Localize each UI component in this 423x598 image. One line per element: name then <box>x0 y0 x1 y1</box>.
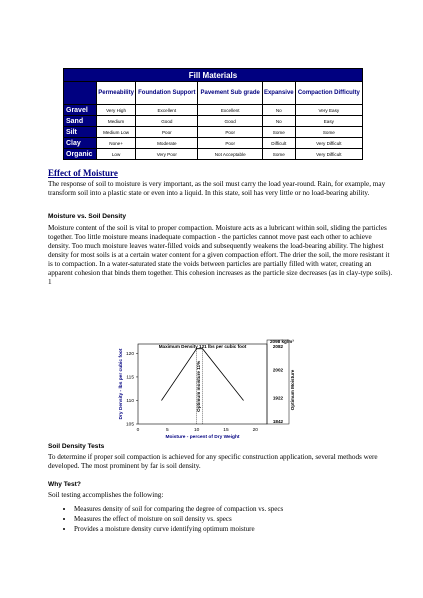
col-header: Foundation Support <box>136 82 198 105</box>
density-paragraph: Moisture content of the soil is vital to proper compaction. Moisture acts as a lubricant within soil, sliding the particles together. Too little moisture means inadequate compaction - the particles cannot move past each other to achieve density. Too much moisture leaves water-filled voids and subsequently weakens the load-bearing ability. The highest density for most soils is at a certain water content for a given compaction effort. The drier the soil, the more resistant it is to compaction. In a water-saturated state the voids between particles are partially filled with water, creating an apparent cohesion that binds them together. This cohesion increases as the particle size decreases (as in clay-type soils). 1 <box>48 224 393 286</box>
table-cell: Very Poor <box>136 149 198 160</box>
y-tick-label: 120 <box>125 352 134 358</box>
list-item: • Measures density of soil for comparing the degree of compaction vs. specs <box>74 504 394 514</box>
density-heading: Moisture vs. Soil Density <box>48 213 127 220</box>
table-cell: Some <box>262 127 295 138</box>
tests-heading: Soil Density Tests <box>48 443 105 450</box>
table-cell: Very Difficult <box>295 138 362 149</box>
col-header: Compaction Difficulty <box>295 82 362 105</box>
list-item: • Provides a moisture density curve identifying optimum moisture <box>74 524 394 534</box>
table-cell: Good <box>198 116 262 127</box>
table-cell: Very Difficult <box>295 149 362 160</box>
row-label: Organic <box>64 149 97 160</box>
row-label: Sand <box>64 116 97 127</box>
table-cell: Low <box>97 149 136 160</box>
table-row <box>64 149 363 160</box>
table-title: Fill Materials <box>64 69 363 82</box>
table-cell: None+ <box>97 138 136 149</box>
table-row <box>64 127 363 138</box>
table-cell: Very High <box>97 105 136 116</box>
table-cell: Poor <box>198 127 262 138</box>
table-cell: Poor <box>136 127 198 138</box>
chart-svg <box>112 336 312 444</box>
kg-panel <box>267 340 289 424</box>
table-row <box>64 138 363 149</box>
table-cell: Medium Low <box>97 127 136 138</box>
table-cell: Very Easy <box>295 105 362 116</box>
effect-paragraph: The response of soil to moisture is very important, as the soil must carry the load year-round. Rain, for example, may transform soil into a plastic state or even into a liquid. In this state, soil has very little or no load-bearing ability. <box>48 180 386 197</box>
row-label: Clay <box>64 138 97 149</box>
kg-value-label: 2002 <box>272 367 284 373</box>
x-tick-label: 5 <box>165 428 169 433</box>
kg-value-label: 2082 <box>272 343 284 349</box>
kg-value-label: 1842 <box>272 419 284 425</box>
effect-heading: Effect of Moisture <box>48 168 118 178</box>
y-tick-label: 105 <box>125 422 134 428</box>
table-cell: Not Acceptable <box>198 149 262 160</box>
bullet-list <box>62 504 394 534</box>
table-cell: Difficult <box>262 138 295 149</box>
density-curve-line <box>161 349 243 401</box>
table-cell: Excellent <box>136 105 198 116</box>
col-header: Pavement Sub grade <box>198 82 262 105</box>
kg-header-label: 2098 kg/m³ <box>270 339 294 344</box>
row-label: Silt <box>64 127 97 138</box>
table-cell: Medium <box>97 116 136 127</box>
why-paragraph: Soil testing accomplishes the following: <box>48 491 164 499</box>
table-cell: Good <box>136 116 198 127</box>
x-tick-label: 0 <box>136 428 140 433</box>
col-header: Permeability <box>97 82 136 105</box>
table-row <box>64 116 363 127</box>
table-cell: Easy <box>295 116 362 127</box>
x-tick-label: 20 <box>252 428 258 433</box>
col-header: Expansive <box>262 82 295 105</box>
list-item: • Measures the effect of moisture on soil density vs. specs <box>74 514 394 524</box>
table-corner <box>64 82 97 105</box>
x-axis-title: Moisture - percent of Dry Weight <box>165 435 240 440</box>
tests-paragraph: To determine if proper soil compaction is achieved for any specific construction application, several methods were developed. The most prominent by far is soil density. <box>48 453 378 470</box>
y2-axis-title: Optimum Moisture <box>290 369 295 411</box>
x-tick-label: 10 <box>193 428 200 433</box>
plot-frame <box>138 344 267 424</box>
table-cell: No <box>262 105 295 116</box>
x-tick-label: 15 <box>223 428 229 433</box>
row-label: Gravel <box>64 105 97 116</box>
y-tick-label: 110 <box>126 399 134 405</box>
y-axis-title: Dry Density - lbs per cubic foot <box>119 348 124 420</box>
optimum-moisture-label: Optimum moisture 11% <box>196 360 202 412</box>
table-cell: Moderate <box>136 138 198 149</box>
table-cell: Excellent <box>198 105 262 116</box>
table-cell: Some <box>295 127 362 138</box>
table-cell: No <box>262 116 295 127</box>
table-cell: Poor <box>198 138 262 149</box>
why-heading: Why Test? <box>48 481 81 488</box>
max-density-label: Maximum Density 121 lbs per cubic foot <box>158 344 247 349</box>
moisture-density-chart <box>112 336 312 444</box>
fill-materials-table <box>63 68 363 160</box>
y-tick-label: 115 <box>126 375 134 381</box>
table-cell: Some <box>262 149 295 160</box>
table-row <box>64 105 363 116</box>
kg-value-label: 1922 <box>272 395 284 401</box>
